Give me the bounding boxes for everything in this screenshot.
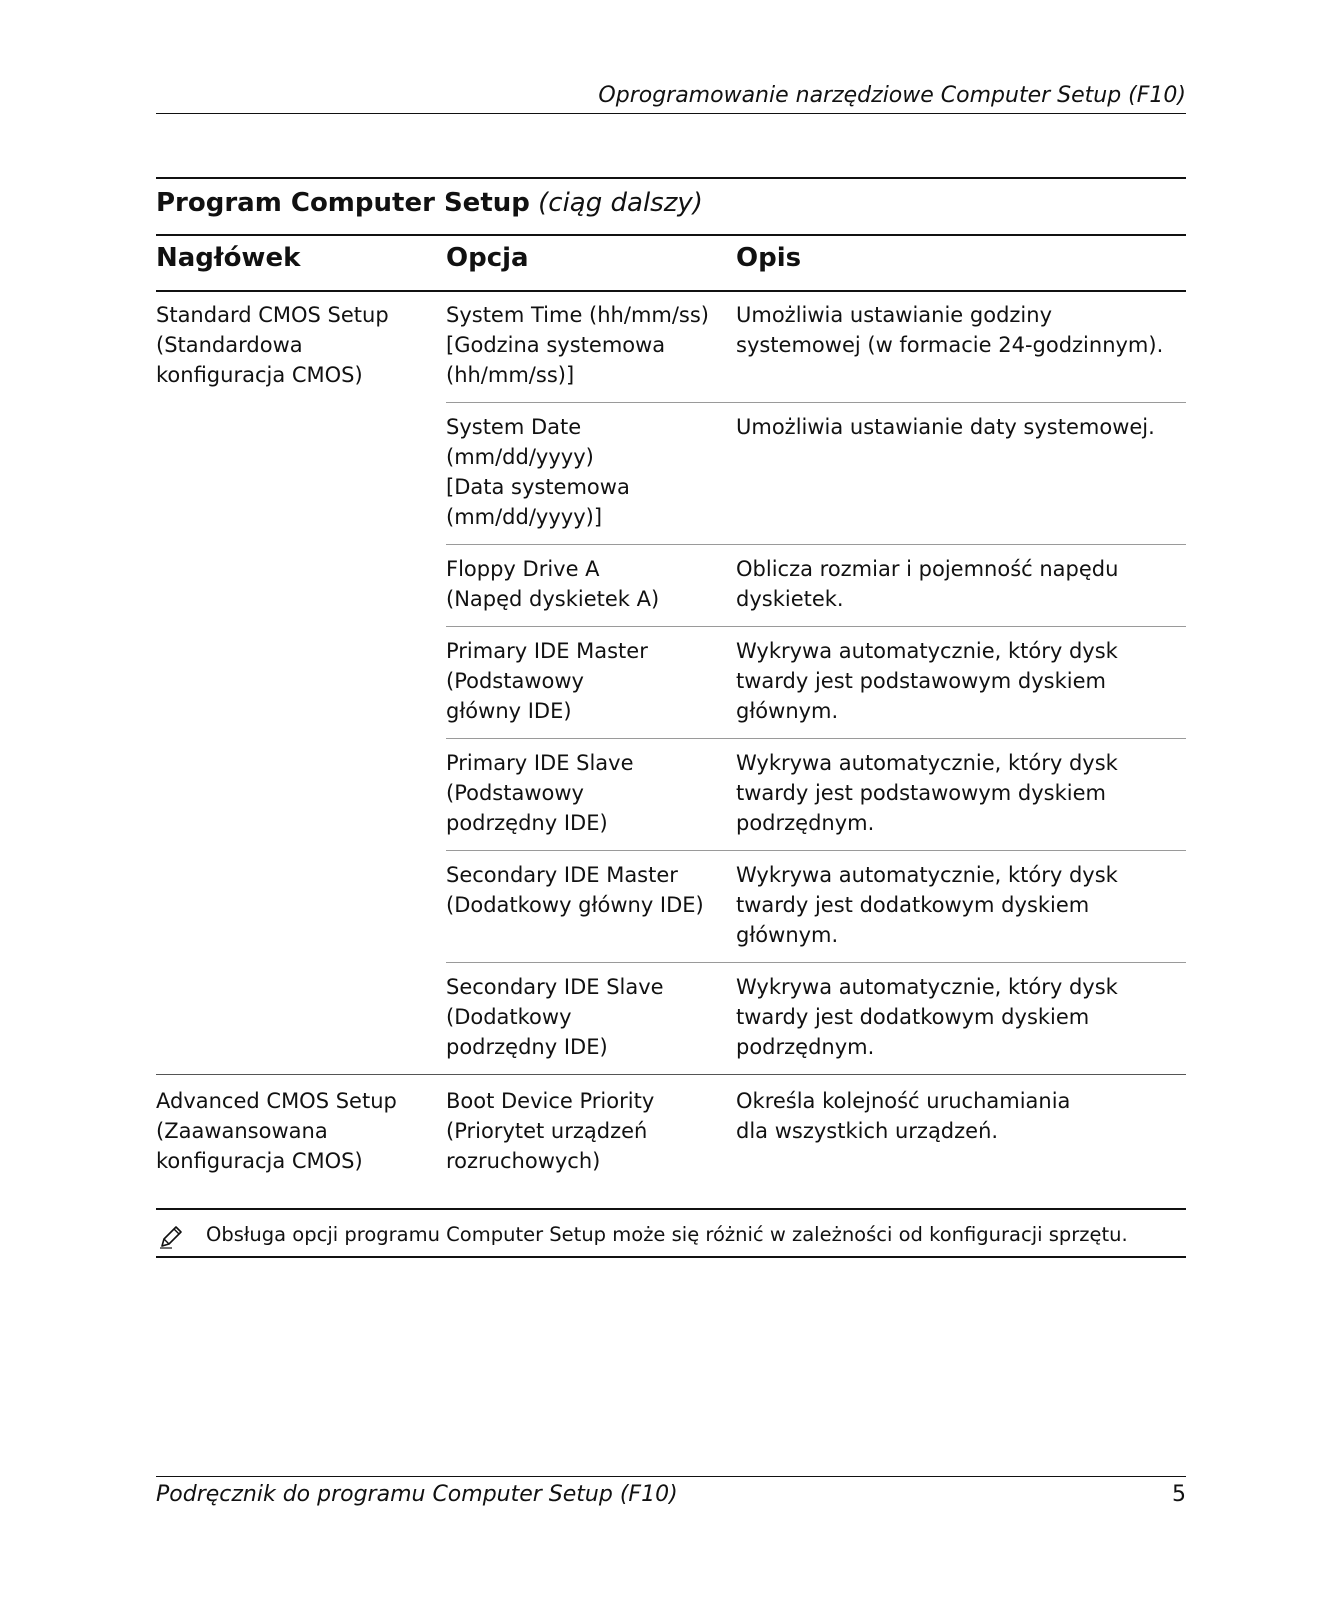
table-title — [156, 183, 703, 223]
column-header-rule — [156, 290, 1186, 292]
table-row — [446, 738, 1186, 850]
column-header-description: Opis — [736, 243, 802, 273]
option-cell: Floppy Drive A (Napęd dyskietek A) — [446, 557, 660, 611]
table-title-main: Program Computer Setup — [156, 188, 530, 218]
description-cell: Umożliwia ustawianie godziny systemowej (w formacie 24-godzinnym). — [736, 303, 1164, 357]
table-top-rule — [156, 177, 1186, 179]
table-section — [156, 300, 1186, 1074]
option-cell: Primary IDE Master (Podstawowy główny IDE) — [446, 639, 648, 723]
table-row — [446, 544, 1186, 626]
description-cell: Wykrywa automatycznie, który dysk twardy jest dodatkowym dyskiem podrzędnym. — [736, 975, 1118, 1059]
column-header-heading: Nagłówek — [156, 243, 301, 273]
description-cell: Wykrywa automatycznie, który dysk twardy jest podstawowym dyskiem podrzędnym. — [736, 751, 1118, 835]
footer-rule — [156, 1476, 1186, 1477]
section-heading: Standard CMOS Setup (Standardowa konfiguracja CMOS) — [156, 303, 389, 387]
description-cell: Oblicza rozmiar i pojemność napędu dyskietek. — [736, 557, 1119, 611]
table-row — [446, 402, 1186, 544]
description-cell: Wykrywa automatycznie, który dysk twardy jest dodatkowym dyskiem głównym. — [736, 863, 1118, 947]
table-row — [446, 962, 1186, 1074]
page-number: 5 — [1172, 1482, 1186, 1507]
table-row — [446, 626, 1186, 738]
description-cell: Określa kolejność uruchamiania dla wszystkich urządzeń. — [736, 1089, 1071, 1143]
table-note — [156, 1208, 1186, 1258]
table-row — [446, 1086, 1186, 1188]
column-header-option: Opcja — [446, 243, 529, 273]
column-headers — [156, 238, 1186, 290]
table-section — [156, 1074, 1186, 1188]
section-rows — [446, 1086, 1186, 1188]
section-rows — [446, 300, 1186, 1074]
option-cell: Secondary IDE Slave (Dodatkowy podrzędny IDE) — [446, 975, 664, 1059]
description-cell: Umożliwia ustawianie daty systemowej. — [736, 415, 1155, 439]
option-cell: Secondary IDE Master (Dodatkowy główny IDE) — [446, 863, 704, 917]
option-cell: Boot Device Priority (Priorytet urządzeń rozruchowych) — [446, 1089, 655, 1173]
page-footer — [156, 1480, 1186, 1510]
note-text: Obsługa opcji programu Computer Setup może się różnić w zależności od konfiguracji sprzętu. — [206, 1223, 1128, 1246]
header-rule — [156, 113, 1186, 114]
option-cell: System Time (hh/mm/ss) [Godzina systemowa (hh/mm/ss)] — [446, 303, 710, 387]
option-cell: System Date (mm/dd/yyyy) [Data systemowa (mm/dd/yyyy)] — [446, 415, 630, 529]
table-row — [446, 300, 1186, 402]
footer-title: Podręcznik do programu Computer Setup (F10) — [156, 1482, 678, 1507]
running-header: Oprogramowanie narzędziowe Computer Setup (F10) — [598, 83, 1186, 108]
option-cell: Primary IDE Slave (Podstawowy podrzędny IDE) — [446, 751, 634, 835]
settings-table — [156, 300, 1186, 1188]
title-rule — [156, 234, 1186, 236]
section-heading: Advanced CMOS Setup (Zaawansowana konfiguracja CMOS) — [156, 1089, 397, 1173]
table-title-continued: (ciąg dalszy) — [538, 188, 703, 218]
pencil-note-icon — [158, 1224, 184, 1250]
table-row — [446, 850, 1186, 962]
description-cell: Wykrywa automatycznie, który dysk twardy jest podstawowym dyskiem głównym. — [736, 639, 1118, 723]
